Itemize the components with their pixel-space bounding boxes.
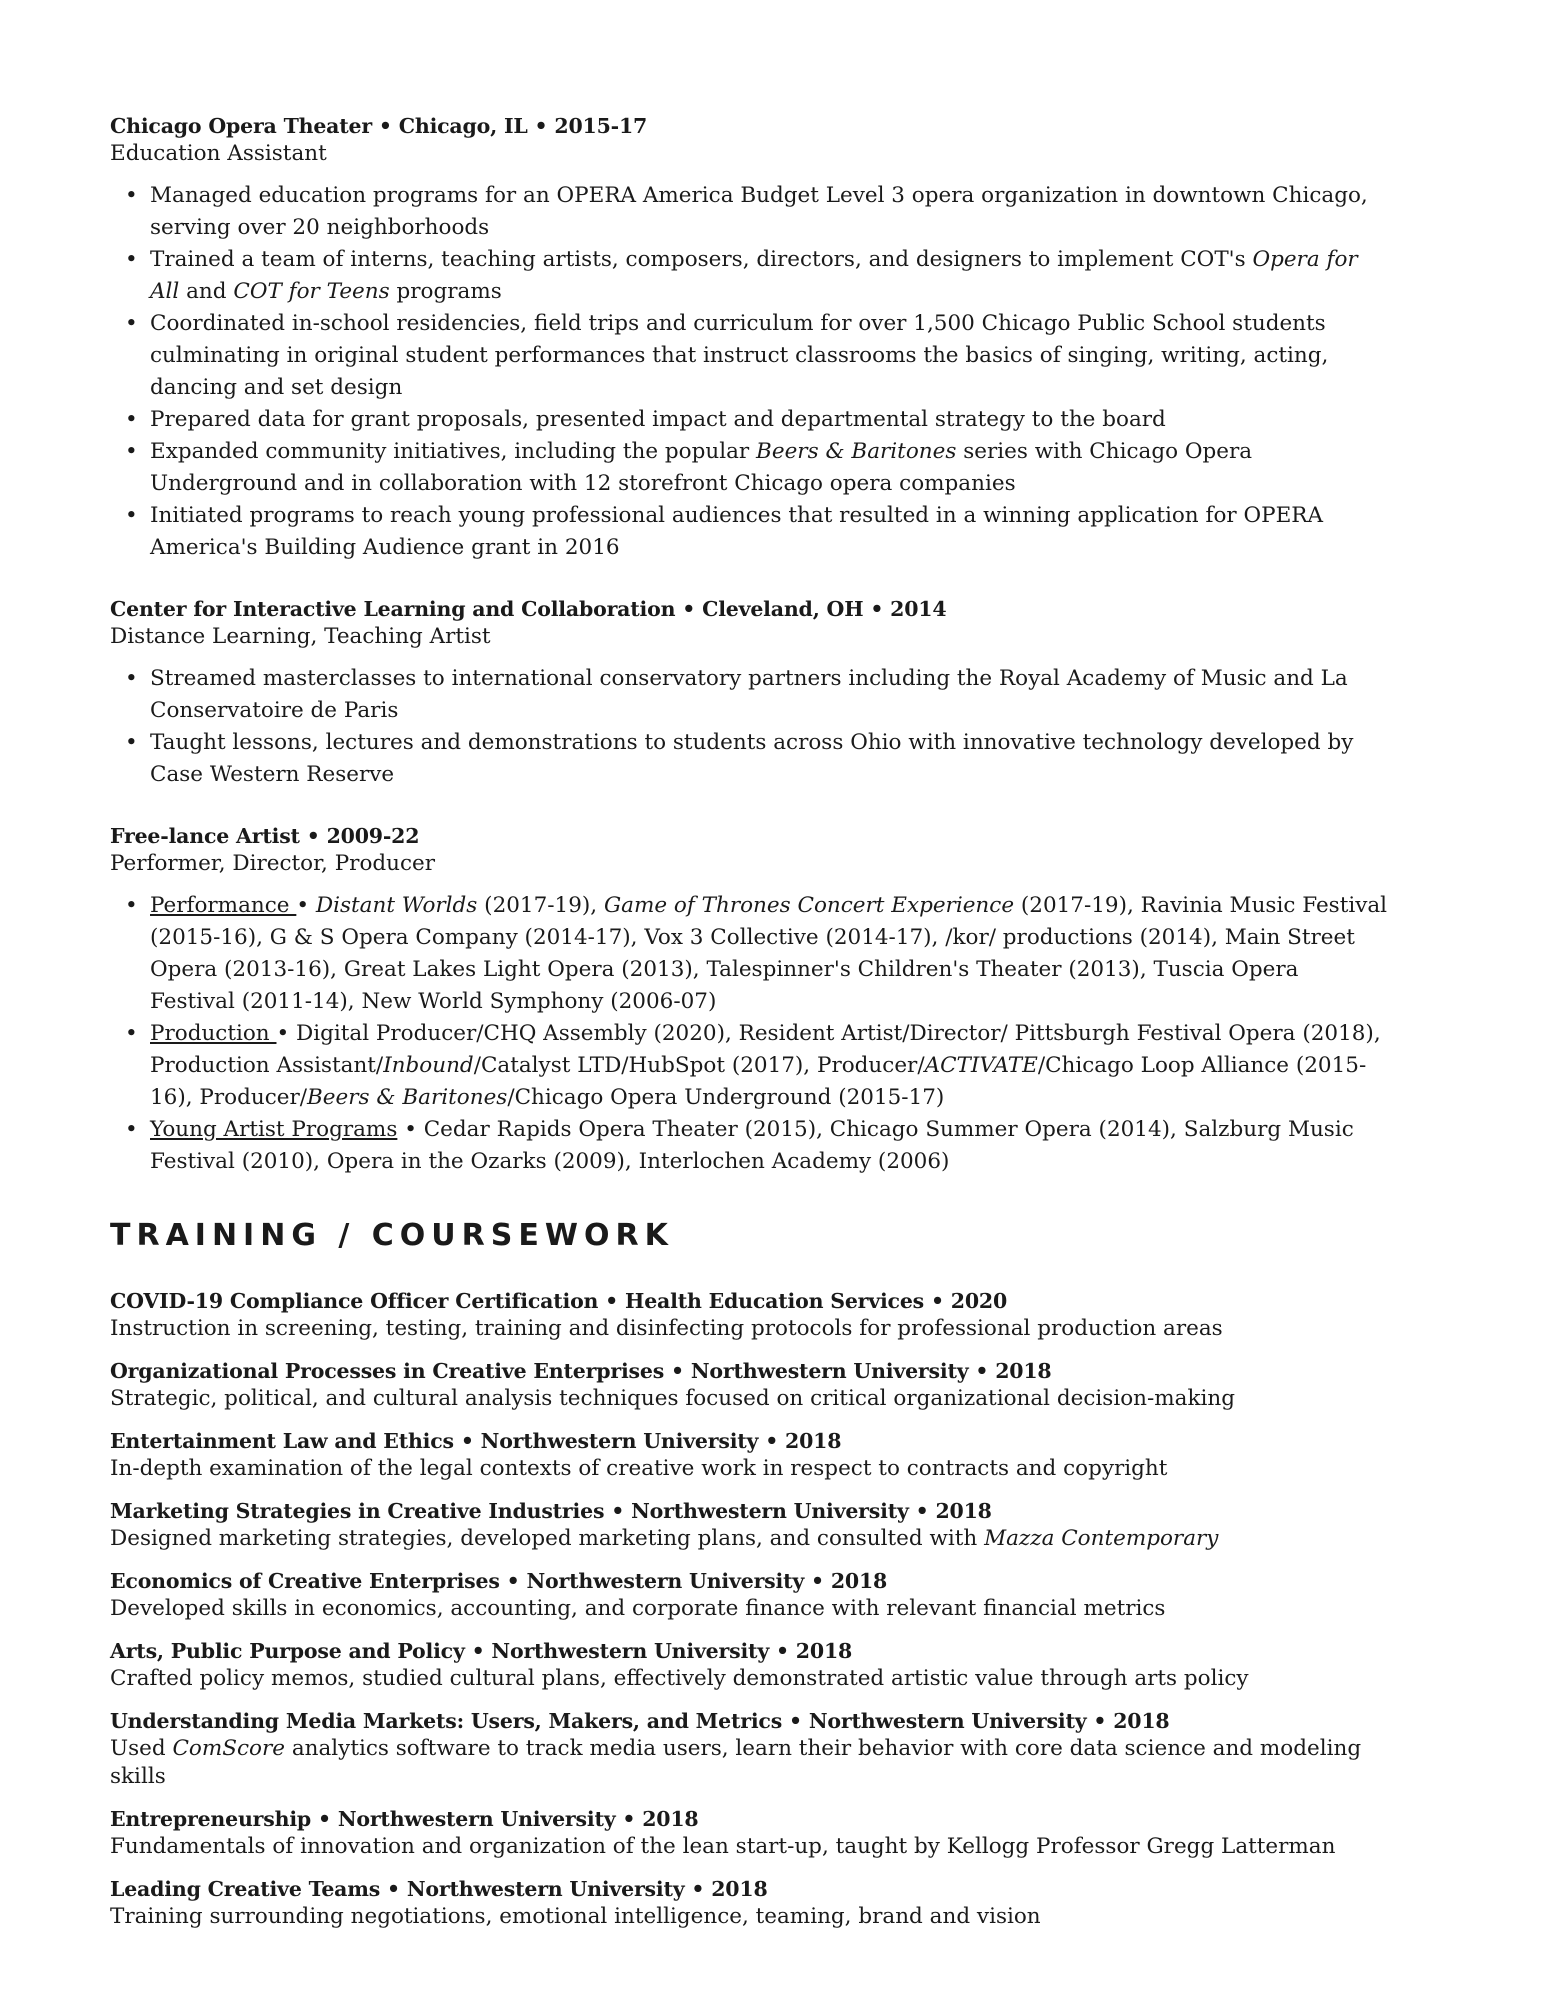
list-item: • Performance • Distant Worlds (2017-19), Game of Thrones Concert Experience (2017-19), Ravinia Music Festival (2015-16), G & S Opera Company (2014-17), Vox 3 Collective (2014-17), /kor/ productions (2014), Main Street Opera (2013-16), Great Lakes Light Opera (2013), Talespinner's Children's Theater (2013), Tuscia Opera Festival (2011-14), New World Symphony (2006-07) <box>150 890 1390 1018</box>
experience-entry <box>110 823 1410 1178</box>
course-description: Used ComScore analytics software to track media users, learn their behavior with core data science and modeling skills <box>110 1736 1362 1789</box>
resume-page <box>110 113 1410 1931</box>
course-header: Organizational Processes in Creative Enterprises • Northwestern University • 2018 <box>110 1359 1052 1383</box>
course-description: Instruction in screening, testing, training and disinfecting protocols for professional production areas <box>110 1316 1223 1341</box>
course-header: Economics of Creative Enterprises • Northwestern University • 2018 <box>110 1569 888 1593</box>
course-description: Fundamentals of innovation and organization of the lean start-up, taught by Kellogg Professor Gregg Latterman <box>110 1834 1336 1859</box>
list-item: • Prepared data for grant proposals, presented impact and departmental strategy to the board <box>150 404 1390 436</box>
course-description: In-depth examination of the legal contexts of creative work in respect to contracts and copyright <box>110 1456 1168 1481</box>
course-entry <box>110 1498 1410 1553</box>
bullet-list <box>110 890 1410 1178</box>
bullet-list <box>110 663 1410 791</box>
list-item: • Taught lessons, lectures and demonstrations to students across Ohio with innovative technology developed by Case Western Reserve <box>150 727 1390 791</box>
list-item: • Managed education programs for an OPERA America Budget Level 3 opera organization in downtown Chicago, serving over 20 neighborhoods <box>150 180 1390 244</box>
section-title-training: TRAINING / COURSEWORK <box>110 1218 674 1253</box>
course-entry <box>110 1708 1410 1791</box>
course-header: COVID-19 Compliance Officer Certification • Health Education Services • 2020 <box>110 1289 1008 1313</box>
experience-entry <box>110 596 1410 791</box>
list-item: • Production • Digital Producer/CHQ Assembly (2020), Resident Artist/Director/ Pittsburgh Festival Opera (2018), Production Assistant/Inbound/Catalyst LTD/HubSpot (2017), Producer/ACTIVATE/Chicago Loop Alliance (2015-16), Producer/Beers & Baritones/Chicago Opera Underground (2015-17) <box>150 1018 1390 1114</box>
experience-header: Center for Interactive Learning and Collaboration • Cleveland, OH • 2014 <box>110 597 947 621</box>
experience-header: Chicago Opera Theater • Chicago, IL • 2015-17 <box>110 114 648 138</box>
bullet-list <box>110 180 1410 564</box>
course-entry <box>110 1568 1410 1623</box>
course-description: Designed marketing strategies, developed marketing plans, and consulted with Mazza Contemporary <box>110 1526 1219 1551</box>
experience-entry <box>110 113 1410 564</box>
experience-header: Free-lance Artist • 2009-22 <box>110 824 420 848</box>
course-entry <box>110 1358 1410 1413</box>
course-header: Arts, Public Purpose and Policy • Northwestern University • 2018 <box>110 1639 853 1663</box>
experience-role: Distance Learning, Teaching Artist <box>110 624 491 649</box>
course-description: Strategic, political, and cultural analysis techniques focused on critical organizational decision-making <box>110 1386 1235 1411</box>
course-header: Understanding Media Markets: Users, Makers, and Metrics • Northwestern University • 2018 <box>110 1709 1170 1733</box>
course-entry <box>110 1806 1410 1861</box>
list-item: • Initiated programs to reach young professional audiences that resulted in a winning application for OPERA America's Building Audience grant in 2016 <box>150 500 1390 564</box>
experience-role: Performer, Director, Producer <box>110 851 436 876</box>
course-header: Leading Creative Teams • Northwestern University • 2018 <box>110 1877 768 1901</box>
list-item: • Streamed masterclasses to international conservatory partners including the Royal Academy of Music and La Conservatoire de Paris <box>150 663 1390 727</box>
list-item: • Coordinated in-school residencies, field trips and curriculum for over 1,500 Chicago Public School students culminating in original student performances that instruct classrooms the basics of singing, writing, acting, dancing and set design <box>150 308 1390 404</box>
list-item: • Young Artist Programs • Cedar Rapids Opera Theater (2015), Chicago Summer Opera (2014), Salzburg Music Festival (2010), Opera in the Ozarks (2009), Interlochen Academy (2006) <box>150 1114 1390 1178</box>
course-header: Entrepreneurship • Northwestern University • 2018 <box>110 1807 699 1831</box>
list-item: • Expanded community initiatives, including the popular Beers & Baritones series with Chicago Opera Underground and in collaboration with 12 storefront Chicago opera companies <box>150 436 1390 500</box>
course-entry <box>110 1876 1410 1931</box>
course-entry <box>110 1288 1410 1343</box>
list-item: • Trained a team of interns, teaching artists, composers, directors, and designers to implement COT's Opera for All and COT for Teens programs <box>150 244 1390 308</box>
experience-role: Education Assistant <box>110 141 327 166</box>
course-header: Marketing Strategies in Creative Industries • Northwestern University • 2018 <box>110 1499 992 1523</box>
course-description: Developed skills in economics, accounting, and corporate finance with relevant financial metrics <box>110 1596 1166 1621</box>
course-description: Crafted policy memos, studied cultural plans, effectively demonstrated artistic value through arts policy <box>110 1666 1249 1691</box>
course-entry <box>110 1428 1410 1483</box>
course-entry <box>110 1638 1410 1693</box>
course-header: Entertainment Law and Ethics • Northwestern University • 2018 <box>110 1429 842 1453</box>
course-description: Training surrounding negotiations, emotional intelligence, teaming, brand and vision <box>110 1904 1041 1929</box>
